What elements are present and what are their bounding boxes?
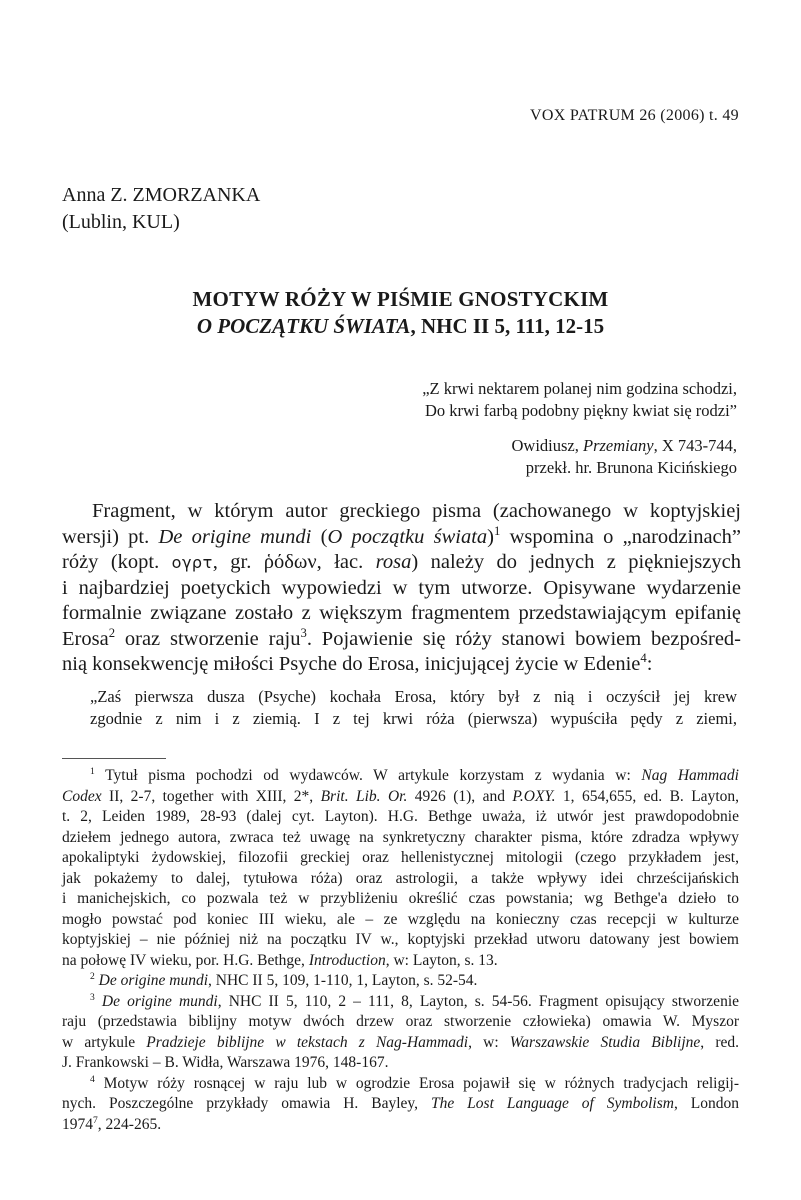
article-title xyxy=(60,286,741,340)
body-line: róży (kopt. ογρτ, gr. ῥόδων, łac. rosa) należy do jednych z piękniejszych xyxy=(62,551,741,573)
greek-term: ῥόδων xyxy=(263,551,317,573)
footnote-number: 2 xyxy=(90,970,95,982)
footnote-number: 4 xyxy=(90,1073,95,1085)
italic-term: De origine mundi xyxy=(158,525,312,548)
author-name: Anna Z. ZMORZANKA xyxy=(62,184,261,206)
body-line: nią konsekwencję miłości Psyche do Erosa, inicjującej życie w Edenie$^4$: xyxy=(62,651,653,675)
epigraph-line-2: Do krwi farbą podobny piękny kwiat się rodzi” xyxy=(424,401,737,420)
attribution-translator: przekł. hr. Brunona Kicińskiego xyxy=(525,458,737,477)
title-work-name: O POCZĄTKU ŚWIATA xyxy=(196,314,411,338)
block-quote xyxy=(90,686,737,730)
title-line-2 xyxy=(60,313,741,340)
footnote-ref-1[interactable]: 1 xyxy=(494,523,501,538)
coptic-term: ογρτ xyxy=(171,553,213,572)
body-line: Erosa$^2$ oraz stworzenie raju$^3$. Pojawienie się róży stanowi bowiem bezpośred- xyxy=(62,625,741,650)
attribution-source xyxy=(512,435,738,457)
footnote-number: 1 xyxy=(90,765,95,777)
attribution-author: Owidiusz, xyxy=(511,436,583,455)
footnote-2: $^2$ De origine mundi, NHC II 5, 109, 1-110, 1, Layton, s. 52-54. xyxy=(90,970,478,989)
footnote-ref-2[interactable]: 2 xyxy=(108,625,116,640)
body-line: i najbardziej poetyckich wypowiedzi w tym utworze. Opisywane wydarzenie xyxy=(62,576,741,599)
footnote-4: $^4$ Motyw róży rosnącej w raju lub w ogrodzie Erosa pojawił się w różnych tradycjach religij- nych. Poszczególne przykłady omawia H. Bayley, The Lost Language of Symbolism, London 1974$^7$, 224-265. xyxy=(62,1073,739,1133)
epigraph-attribution xyxy=(512,435,738,479)
latin-term: rosa xyxy=(375,551,412,573)
footnote-3: $^3$ De origine mundi, NHC II 5, 110, 2 – 111, 8, Layton, s. 54-56. Fragment opisujący stworzenie raju (przedstawia biblijny motyw dwóch drzew oraz stworzenie człowieka) omawia W. Myszor w artykule Pradzieje biblijne w tekstach z Nag-Hammadi, w: Warszawskie Studia Biblijne, red. J. Frankowski – B. Widła, Warszawa 1976, 148-167. xyxy=(62,991,740,1071)
body-line: wersji) pt. De origine mundi (O początku świata)$^1$ wspomina o „narodzinach” xyxy=(62,523,741,548)
attribution-work: Przemiany xyxy=(583,436,654,455)
author-block xyxy=(62,182,260,236)
running-head: VOX PATRUM 26 (2006) t. 49 xyxy=(529,107,739,124)
body-paragraph xyxy=(62,499,741,678)
body-line: formalnie związane zostało z większym fragmentem przedstawiającym epifanię xyxy=(62,602,741,624)
footnote-ref-3[interactable]: 3 xyxy=(300,625,307,640)
footnote-divider xyxy=(62,758,166,759)
title-line-1: MOTYW RÓŻY W PIŚMIE GNOSTYCKIM xyxy=(192,287,609,311)
quote-line: „Zaś pierwsza dusza (Psyche) kochała Erosa, który był z nią i oczyścił jej krew xyxy=(90,687,737,706)
epigraph xyxy=(422,378,737,422)
footnote-number: 3 xyxy=(90,991,95,1003)
title-reference: , NHC II 5, 111, 12-15 xyxy=(410,314,605,338)
footnotes xyxy=(62,766,739,1135)
body-line: Fragment, w którym autor greckiego pisma (zachowanego w koptyjskiej xyxy=(92,500,741,522)
footnote-ref-4[interactable]: 4 xyxy=(640,651,647,666)
footnote-1: $^1$ Tytuł pisma pochodzi od wydawców. W artykule korzystam z wydania w: Nag Hammadi Codex II, 2-7, together with XIII, 2*, Brit. Lib. Or. 4926 (1), and P.OXY. 1, 654,655, ed. B. Layton, t. 2, Leiden 1989, 28-93 (dalej cyt. Layton). H.G. Bethge uważa, iż utwór jest prawdopodobnie dziełem jednego autora, zwraca też uwagę na synkretyczny charakter pisma, które zdradza wpływy apokaliptyki żydowskiej, filozofii greckiej oraz hellenistycznej mitologii (czego przykładem jest, jak pokażemy to dalej, tytułowa róża) oraz astrologii, a także wpływy idei chrześcijańskich i manichejskich, co pozwala też w przybliżeniu określić czas powstania; wg Bethge'a dzieło to mogło powstać pod koniec III wieku, ale – ze względu na konieczny czas recepcji w kulturze koptyjskiej – nie później niż na początku IV w., koptyjski przekład utworu datowany jest bowiem na połowę IV wieku, por. H.G. Bethge, Introduction, w: Layton, s. 13. xyxy=(62,765,739,969)
epigraph-line-1: „Z krwi nektarem polanej nim godzina schodzi, xyxy=(422,379,737,398)
author-affiliation: (Lublin, KUL) xyxy=(62,211,180,233)
attribution-ref: , X 743-744, xyxy=(653,436,737,455)
italic-term: O początku świata xyxy=(327,525,488,548)
quote-line: zgodnie z nim i z ziemią. I z tej krwi róża (pierwsza) wypuściła pędy z ziemi, xyxy=(90,709,737,728)
